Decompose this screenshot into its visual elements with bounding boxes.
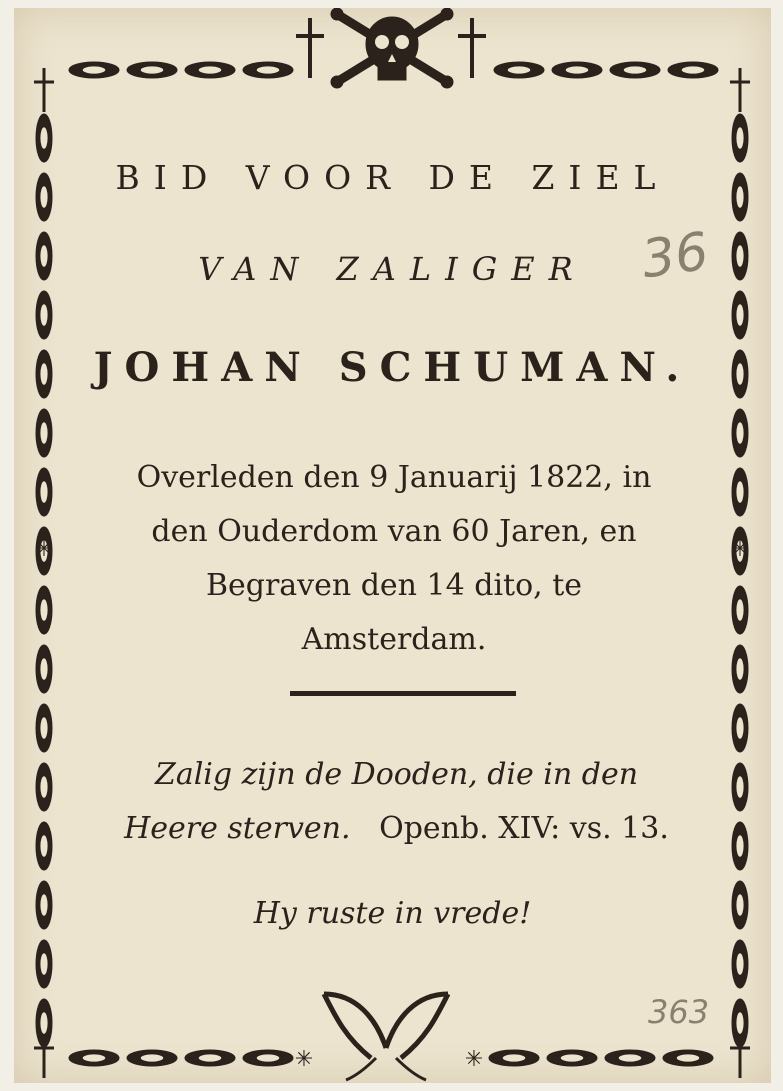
border-bead-highlight [40,1012,47,1034]
divider-rule [290,691,516,696]
scripture-quote [74,748,719,856]
border-bead-highlight [199,1054,222,1061]
border-bead-highlight [40,304,47,326]
obituary-line: Overleden den 9 Januarij 1822, in [136,460,652,495]
border-bead-highlight [508,66,531,73]
border-bead-highlight [40,481,47,503]
border-bead-highlight [619,1054,642,1061]
quote-line-1: Zalig zijn de Dooden, die in den [154,757,639,792]
obituary-text [94,451,694,667]
heading-line-2: VAN ZALIGER [198,250,587,288]
closing-blessing: Hy ruste in vrede! [253,896,532,931]
border-bead-highlight [736,304,743,326]
crossed-scythes-icon [324,994,448,1080]
border-bead-highlight [40,953,47,975]
border-bead-highlight [682,66,705,73]
memorial-card [14,8,771,1083]
obituary-line: den Ouderdom van 60 Jaren, en [151,514,637,549]
border-bead-highlight [736,599,743,621]
star-ornament-icon: ✳ [730,537,750,562]
obituary-line: Begraven den 14 dito, te [205,568,583,603]
border-bead-highlight [40,776,47,798]
border-bead-highlight [736,1012,743,1034]
border-bead-highlight [566,66,589,73]
border-bead-highlight [83,1054,106,1061]
border-bead-highlight [40,717,47,739]
border-bead-highlight [40,422,47,444]
border-bead-highlight [83,66,106,73]
quote-line-2-italic: Heere sterven. [124,811,351,846]
pencil-annotation-bottom: 363 [648,993,710,1031]
deceased-name: JOHAN SCHUMAN. [93,344,692,391]
star-ornament-icon: ✳ [464,1047,484,1072]
quote-line-2 [74,802,719,856]
star-ornament-icon: ✳ [294,1047,314,1072]
border-bead-highlight [736,776,743,798]
border-bead-highlight [736,658,743,680]
border-bead-highlight [40,658,47,680]
border-bead-highlight [736,481,743,503]
border-bead-highlight [736,953,743,975]
border-bead-highlight [736,835,743,857]
border-bead-highlight [141,1054,164,1061]
border-bead-highlight [624,66,647,73]
pencil-annotation-top: 36 [638,221,713,291]
obituary-line: Amsterdam. [301,622,487,657]
border-bead-highlight [677,1054,700,1061]
border-bead-highlight [40,599,47,621]
heading-line-1: BID VOOR DE ZIEL [115,158,670,197]
star-ornament-icon: ✳ [34,537,54,562]
border-bead-highlight [40,127,47,149]
border-bead-highlight [561,1054,584,1061]
border-bead-highlight [257,1054,280,1061]
border-bead-highlight [736,127,743,149]
border-bead-highlight [736,422,743,444]
scripture-reference: Openb. XIV: vs. 13. [379,811,669,846]
skull-crossbones-icon [331,8,453,88]
border-bead-highlight [257,66,280,73]
border-bead-highlight [199,66,222,73]
border-bead-highlight [503,1054,526,1061]
border-bead-highlight [40,835,47,857]
border-bead-highlight [141,66,164,73]
border-bead-highlight [736,717,743,739]
